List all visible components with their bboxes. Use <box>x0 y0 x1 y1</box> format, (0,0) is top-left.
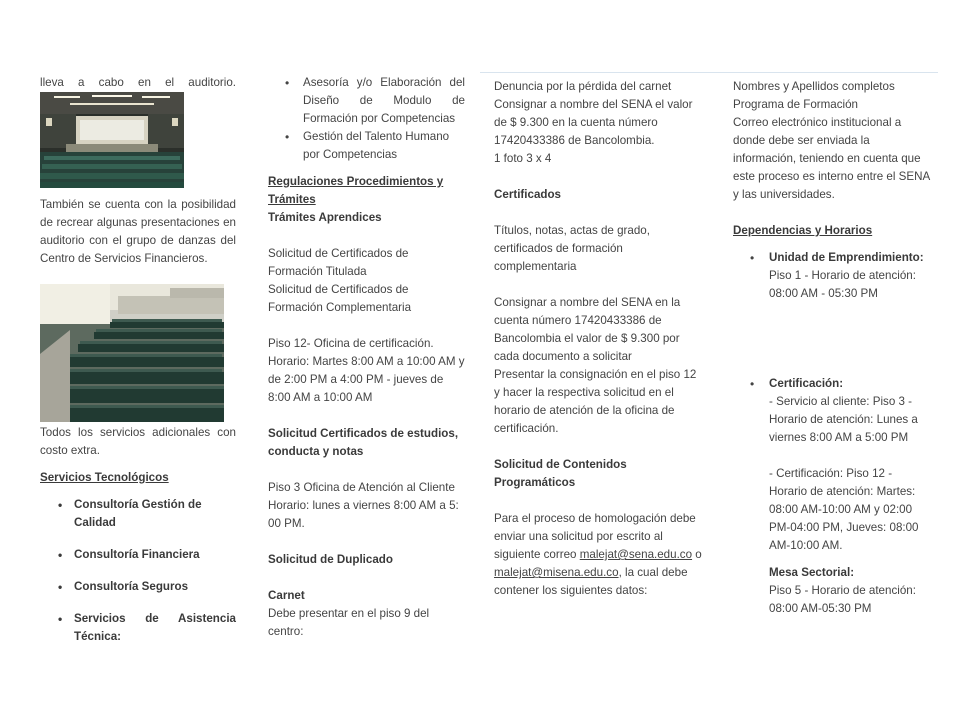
list-item: • Gestión del Talento Humano por Competencias <box>268 128 465 164</box>
entrepreneurship-schedule: Piso 1 - Horario de atención: 08:00 AM - 05:30 PM <box>769 269 916 300</box>
homologation-tail: , la cual debe contener los siguientes datos: <box>494 566 688 597</box>
sector-table-schedule: Piso 5 - Horario de atención: 08:00 AM-05:30 PM <box>769 584 916 615</box>
email-link-sena[interactable]: malejat@sena.edu.co <box>579 548 693 561</box>
list-item: • Asesoría y/o Elaboración del Diseño de Modulo de Formación por Competencias <box>268 74 465 128</box>
carnet-heading: Carnet <box>268 589 305 602</box>
list-item: • Servicios de Asistencia Técnica: <box>40 610 236 646</box>
card-loss-text: Denuncia por la pérdida del carnet Consignar a nombre del SENA el valor de $ 9.300 en la cuenta número 17420433386 de Bancolombia. 1 foto 3 x 4 <box>494 80 693 165</box>
list-item: • Consultoría Gestión de Calidad <box>40 496 236 532</box>
dependencies-heading: Dependencias y Horarios <box>733 224 873 237</box>
certificate-types: Títulos, notas, actas de grado, certificados de formación complementaria <box>494 224 650 273</box>
duplicate-heading: Solicitud de Duplicado <box>268 553 393 566</box>
tech-services-heading: Servicios Tecnológicos <box>40 471 169 484</box>
floor3-schedule: Piso 3 Oficina de Atención al Cliente Horario: lunes a viernes 8:00 AM a 5: 00 PM. <box>268 481 459 530</box>
intro-text: lleva a cabo en el auditorio. <box>40 76 236 89</box>
sector-table-title: Mesa Sectorial: <box>769 566 855 579</box>
list-item: • Consultoría Seguros <box>40 578 236 596</box>
homologation-intro: Para el proceso de homologación debe enviar una solicitud por escrito al siguiente correo <box>494 512 696 561</box>
regulations-heading: Regulaciones Procedimientos y Trámites <box>268 175 444 206</box>
consulting-list <box>268 74 465 164</box>
dependencies-list <box>733 249 933 618</box>
carnet-text: Debe presentar en el piso 9 del centro: <box>268 607 430 638</box>
certificates-heading: Certificados <box>494 188 562 201</box>
required-data-list: Nombres y Apellidos completos Programa de Formación Correo electrónico institucional a donde debe ser enviada la información, teniendo en cuenta que este proceso es interno entre el SENA y las universidades. <box>733 80 930 201</box>
auditorium-seats-photo <box>40 284 224 422</box>
column-3 <box>494 78 704 600</box>
tech-services-list <box>40 496 236 646</box>
groups-paragraph: También se cuenta con la posibilidad de recrear algunas presentaciones en auditorio con el grupo de danzas del Centro de Servicios Financieros. <box>40 198 236 265</box>
column-4 <box>733 78 933 618</box>
floor12-schedule: Piso 12- Oficina de certificación. Horario: Martes 8:00 AM a 10:00 AM y de 2:00 PM a 4:00 PM - jueves de 8:00 AM a 10:00 AM <box>268 337 465 404</box>
certification-schedule: - Certificación: Piso 12 - Horario de atención: Martes: 08:00 AM-10:00 AM y 02:00 PM-04:00 PM, Jueves: 08:00 AM-10:00 AM. <box>769 467 919 552</box>
list-item <box>733 249 933 303</box>
list-item <box>733 375 933 618</box>
email-link-misena[interactable]: malejat@misena.edu.co <box>494 566 619 579</box>
email-connector: o <box>692 548 702 561</box>
program-contents-heading: Solicitud de Contenidos Programáticos <box>494 458 627 489</box>
certificate-requests: Solicitud de Certificados de Formación Titulada Solicitud de Certificados de Formación Complementaria <box>268 247 412 314</box>
homologation-text <box>494 510 704 600</box>
column-1 <box>40 74 236 646</box>
certification-title: • Certificación: <box>769 377 844 390</box>
column-rule <box>480 72 938 73</box>
studies-certificate-heading: Solicitud Certificados de estudios, conducta y notas <box>268 427 459 458</box>
procedures-heading: Trámites Aprendices <box>268 211 382 224</box>
auditorium-stage-photo <box>40 92 184 188</box>
extra-cost-paragraph: Todos los servicios adicionales con costo extra. <box>40 426 236 457</box>
list-item: • Consultoría Financiera <box>40 546 236 564</box>
customer-service-schedule: - Servicio al cliente: Piso 3 - Horario de atención: Lunes a viernes 8:00 AM a 5:00 PM <box>769 395 918 444</box>
column-2 <box>268 74 465 641</box>
entrepreneurship-title: • Unidad de Emprendimiento: <box>769 251 924 264</box>
consignment-text: Consignar a nombre del SENA en la cuenta número 17420433386 de Bancolombia el valor de $ 9.300 por cada documento a solicitar Presentar la consignación en el piso 12 y hacer la respectiva solicitud en el horario de atención de la oficina de certificación. <box>494 296 697 435</box>
